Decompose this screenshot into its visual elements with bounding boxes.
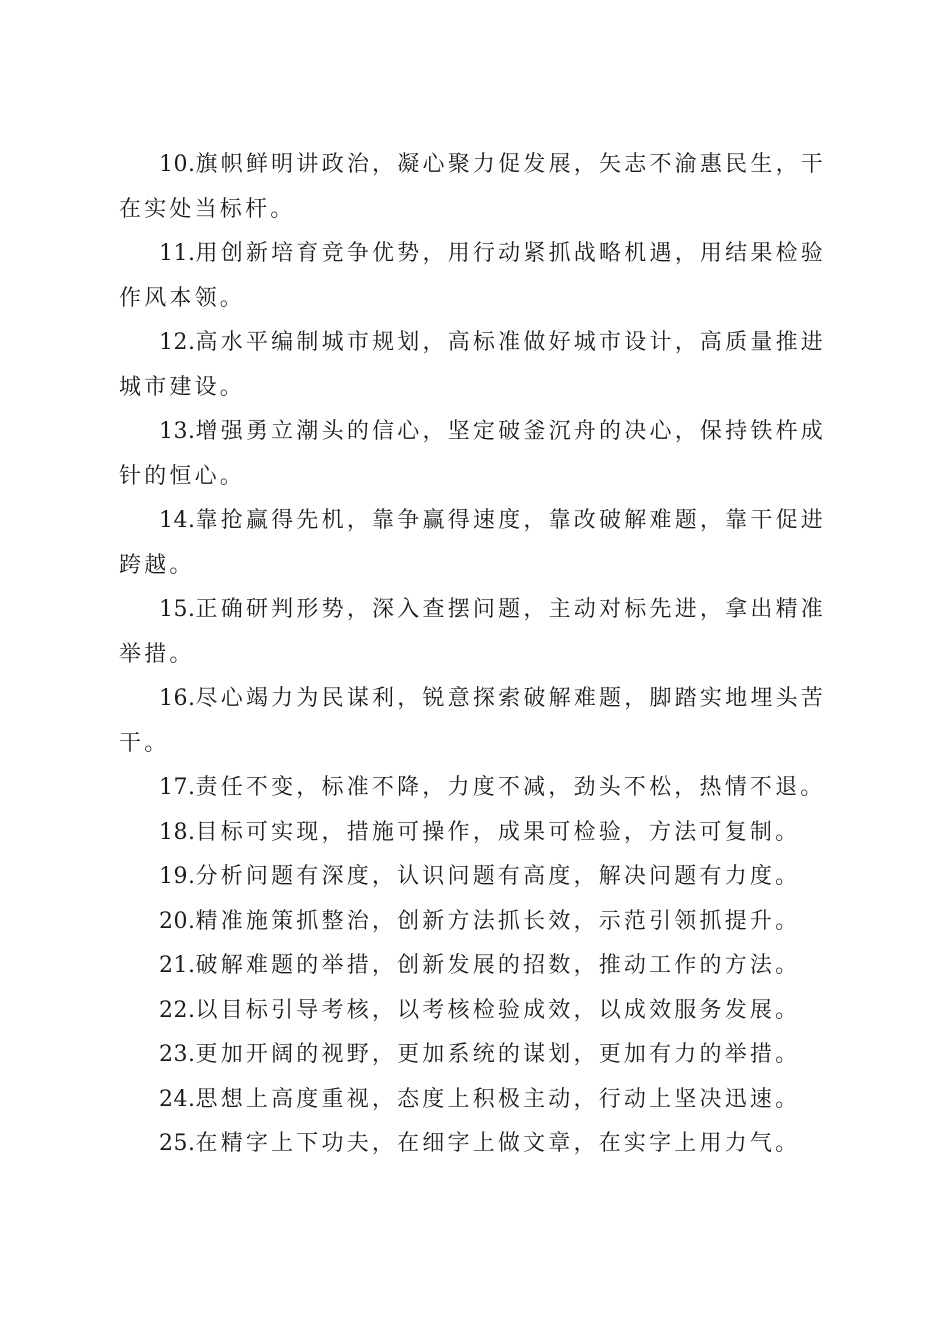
item-text: 目标可实现，措施可操作，成果可检验，方法可复制。 (195, 819, 801, 845)
list-item (119, 811, 826, 856)
list-item (119, 1033, 826, 1078)
item-text: 尽心竭力为民谋利，锐意探索破解难题，脚踏实地埋头苦干。 (119, 686, 826, 756)
item-number: 11. (159, 241, 196, 266)
item-number: 10. (159, 152, 196, 177)
item-text: 用创新培育竞争优势，用行动紧抓战略机遇，用结果检验作风本领。 (119, 241, 826, 311)
item-number: 15. (159, 597, 196, 622)
list-item (119, 900, 826, 945)
list-item (119, 499, 826, 588)
item-text: 高水平编制城市规划，高标准做好城市设计，高质量推进城市建设。 (119, 330, 826, 400)
item-text: 精准施策抓整治，创新方法抓长效，示范引领抓提升。 (195, 908, 801, 934)
item-text: 破解难题的举措，创新发展的招数，推动工作的方法。 (195, 953, 801, 978)
item-text: 靠抢赢得先机，靠争赢得速度，靠改破解难题，靠干促进跨越。 (119, 508, 826, 578)
item-number: 17. (159, 775, 196, 800)
list-item (119, 588, 826, 677)
list-item (119, 1122, 826, 1167)
item-text: 以目标引导考核，以考核检验成效，以成效服务发展。 (195, 997, 801, 1023)
item-number: 19. (159, 864, 196, 889)
list-item (119, 143, 826, 232)
item-text: 正确研判形势，深入查摆问题，主动对标先进，拿出精准举措。 (119, 597, 826, 667)
item-text: 责任不变，标准不降，力度不减，劲头不松，热情不退。 (195, 775, 826, 800)
item-number: 14. (159, 508, 196, 533)
list-item (119, 677, 826, 766)
item-number: 12. (159, 330, 196, 355)
list-item (119, 989, 826, 1034)
document-body (119, 143, 826, 1167)
item-number: 25. (159, 1131, 196, 1156)
item-number: 21. (159, 953, 196, 978)
item-text: 更加开阔的视野，更加系统的谋划，更加有力的举措。 (195, 1042, 801, 1067)
item-number: 20. (159, 908, 196, 934)
list-item (119, 944, 826, 989)
list-item (119, 766, 826, 811)
item-text: 旗帜鲜明讲政治，凝心聚力促发展，矢志不渝惠民生，干在实处当标杆。 (119, 152, 826, 222)
item-number: 23. (159, 1042, 196, 1067)
list-item (119, 321, 826, 410)
item-number: 24. (159, 1086, 196, 1112)
list-item (119, 232, 826, 321)
item-text: 分析问题有深度，认识问题有高度，解决问题有力度。 (195, 864, 801, 889)
list-item (119, 410, 826, 499)
item-number: 16. (159, 686, 196, 711)
item-number: 18. (159, 819, 196, 845)
item-text: 思想上高度重视，态度上积极主动，行动上坚决迅速。 (195, 1086, 801, 1112)
list-item (119, 1078, 826, 1123)
list-item (119, 855, 826, 900)
item-number: 22. (159, 997, 196, 1023)
item-text: 在精字上下功夫，在细字上做文章，在实字上用力气。 (195, 1131, 801, 1156)
item-number: 13. (159, 419, 196, 444)
item-text: 增强勇立潮头的信心，坚定破釜沉舟的决心，保持铁杵成针的恒心。 (119, 419, 826, 489)
